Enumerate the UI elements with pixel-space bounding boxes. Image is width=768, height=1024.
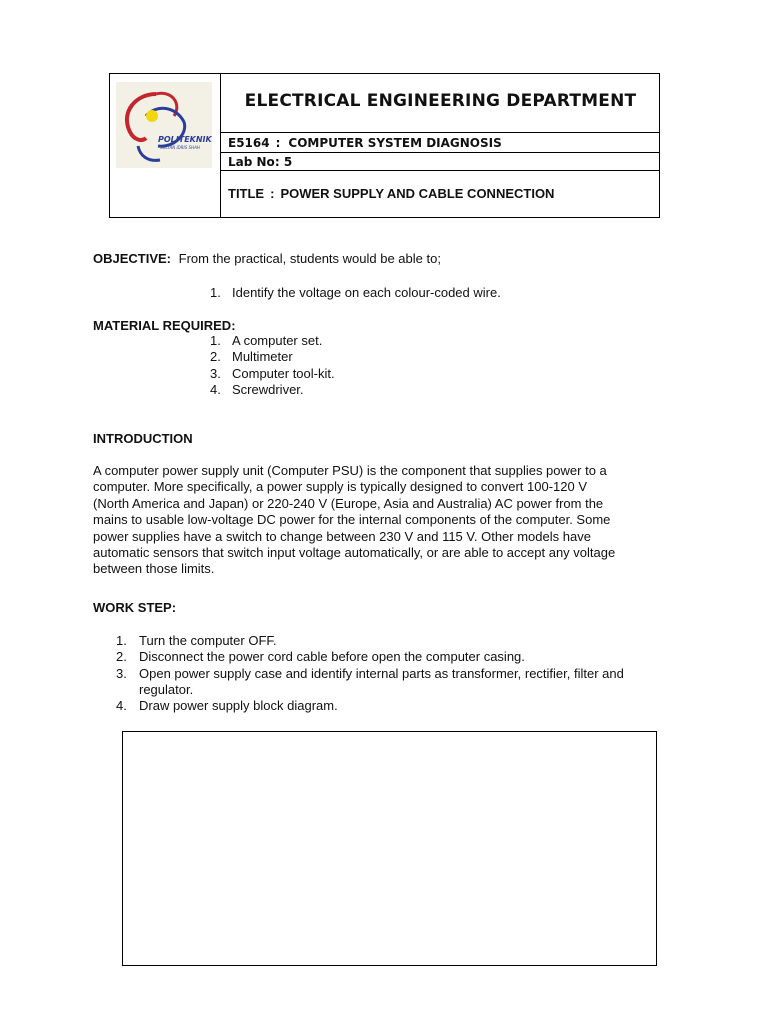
lab-no-label: Lab No [228,155,275,169]
objective-text: From the practical, students would be able to; [178,251,441,266]
list-item [210,349,510,365]
paragraph-line: mains to usable low-voltage DC power for the internal components of the computer. Some [93,512,611,528]
title-label: TITLE [228,186,265,201]
material-item-text: Computer tool-kit. [232,365,335,381]
header-divider [220,132,659,133]
list-item [116,666,696,682]
svg-text:SULTAN IDRIS SHAH: SULTAN IDRIS SHAH [160,145,200,150]
header-divider [220,170,659,171]
work-step-text: Turn the computer OFF. [139,633,277,648]
list-number: 1. [210,285,221,300]
introduction-label: INTRODUCTION [93,431,193,446]
material-item-text: A computer set. [232,333,323,348]
list-number: 2. [210,349,221,365]
svg-text:POLITEKNIK: POLITEKNIK [158,135,212,144]
list-item [210,285,610,301]
material-item-text: Screwdriver. [232,381,304,397]
title-value: POWER SUPPLY AND CABLE CONNECTION [280,186,555,201]
materials-list [210,333,510,398]
list-number: 4. [210,381,221,397]
list-item [210,333,510,349]
list-number: 3. [210,365,221,381]
paragraph-line: computer. More specifically, a power supply is typically designed to convert 100-120 V [93,479,588,495]
work-step-list [116,633,696,714]
introduction-paragraph [93,463,693,578]
politeknik-logo [116,82,212,168]
course-code: E5164 [228,136,270,150]
work-step-text: Draw power supply block diagram. [139,698,338,714]
paragraph-line: power supplies have a switch to change between 230 V and 115 V. Other models have [93,528,591,544]
list-number: 1. [210,333,221,348]
paragraph-line: automatic sensors that switch input voltage automatically, or are able to accept any voltage [93,545,616,561]
objective-item-text: Identify the voltage on each colour-coded wire. [232,285,501,300]
material-item-text: Multimeter [232,349,293,365]
objective-label: OBJECTIVE: [93,251,172,266]
title-line [228,186,554,201]
work-step-text: regulator. [139,681,194,697]
title-separator: : [270,186,275,201]
list-number: 4. [116,698,127,714]
lab-no-separator: : [274,155,280,169]
block-diagram-drawing-box[interactable] [122,731,657,966]
list-item [210,366,510,382]
materials-label: MATERIAL REQUIRED: [93,318,236,333]
list-number: 2. [116,649,127,665]
lab-no-value: 5 [283,155,293,169]
course-line [228,136,502,150]
paragraph-line: (North America and Japan) or 220-240 V (Europe, Asia and Australia) AC power from the [93,495,604,511]
work-step-text: Open power supply case and identify internal parts as transformer, rectifier, filter and [139,665,624,681]
header-table [109,73,660,218]
list-item [116,698,696,714]
course-separator: : [275,136,281,150]
header-divider-vertical [220,74,221,217]
paragraph-line: between those limits. [93,561,215,577]
work-step-label: WORK STEP: [93,600,177,615]
header-divider [220,152,659,153]
list-item [116,633,696,649]
objective-line [93,251,441,267]
objective-list [210,285,610,301]
list-item [116,649,696,665]
list-number: 3. [116,665,127,681]
work-step-text: Disconnect the power cord cable before open the computer casing. [139,649,525,665]
list-item [210,382,510,398]
list-item-continuation [116,682,696,698]
course-name: COMPUTER SYSTEM DIAGNOSIS [288,136,502,150]
lab-number-line [228,155,292,169]
list-number: 1. [116,633,127,648]
paragraph-line: A computer power supply unit (Computer PSU) is the component that supplies power to a [93,463,607,478]
department-title: ELECTRICAL ENGINEERING DEPARTMENT [244,91,637,111]
